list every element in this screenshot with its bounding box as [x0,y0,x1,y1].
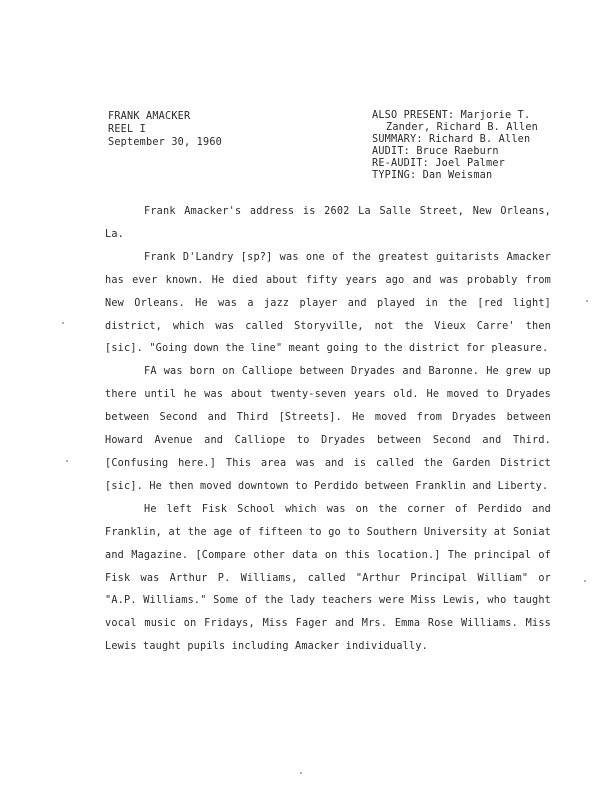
header-right [372,110,538,182]
paragraph-dlandry: Frank D'Landry [sp?] was one of the greatest guitarists Amacker has ever known. He died about fifty years ago and was probably from New Orleans. He was a jazz player and played in the [red light] district, which was called Storyville, not the Vieux Carre' then [sic]. "Going down the line" meant going to the district for pleasure. [105,251,551,355]
paragraph-address: Frank Amacker's address is 2602 La Salle Street, New Orleans, La. [105,206,551,240]
re-audit-line: RE-AUDIT: Joel Palmer [372,158,506,169]
also-present-line: ALSO PRESENT: Marjorie T. [372,110,531,121]
interviewee-name: FRANK AMACKER [108,111,191,122]
header-left [108,110,222,149]
transcript-body [105,201,551,659]
scan-speck [300,772,302,774]
typing-line: TYPING: Dan Weisman [372,170,493,181]
reel-number: REEL I [108,124,147,135]
scan-speck [62,322,64,324]
audit-line: AUDIT: Bruce Raeburn [372,146,499,157]
also-present-continued: Zander, Richard B. Allen [386,122,539,133]
scan-speck [584,580,586,582]
scan-speck [586,300,588,302]
summary-line: SUMMARY: Richard B. Allen [372,134,531,145]
scan-speck [66,460,68,462]
interview-date: September 30, 1960 [108,137,223,148]
paragraph-school: He left Fisk School which was on the corner of Perdido and Franklin, at the age of fifteen to go to Southern University at Soniat and Magazine. [Compare other data on this location.] The principal of Fisk was Arthur P. Williams, called "Arthur Principal William" or "A.P. Williams." Some of the lady teachers were Miss Lewis, who taught vocal music on Fridays, Miss Fager and Mrs. Emma Rose Williams. Miss Lewis taught pupils including Amacker individually. [105,503,551,653]
paragraph-birthplace: FA was born on Calliope between Dryades and Baronne. He grew up there until he was about twenty-seven years old. He moved to Dryades between Second and Third [Streets]. He moved from Dryades between Howard Avenue and Calliope to Dryades between Second and Third. [Confusing here.] This area was and is called the Garden District [sic]. He then moved downtown to Perdido between Franklin and Liberty. [105,366,551,492]
